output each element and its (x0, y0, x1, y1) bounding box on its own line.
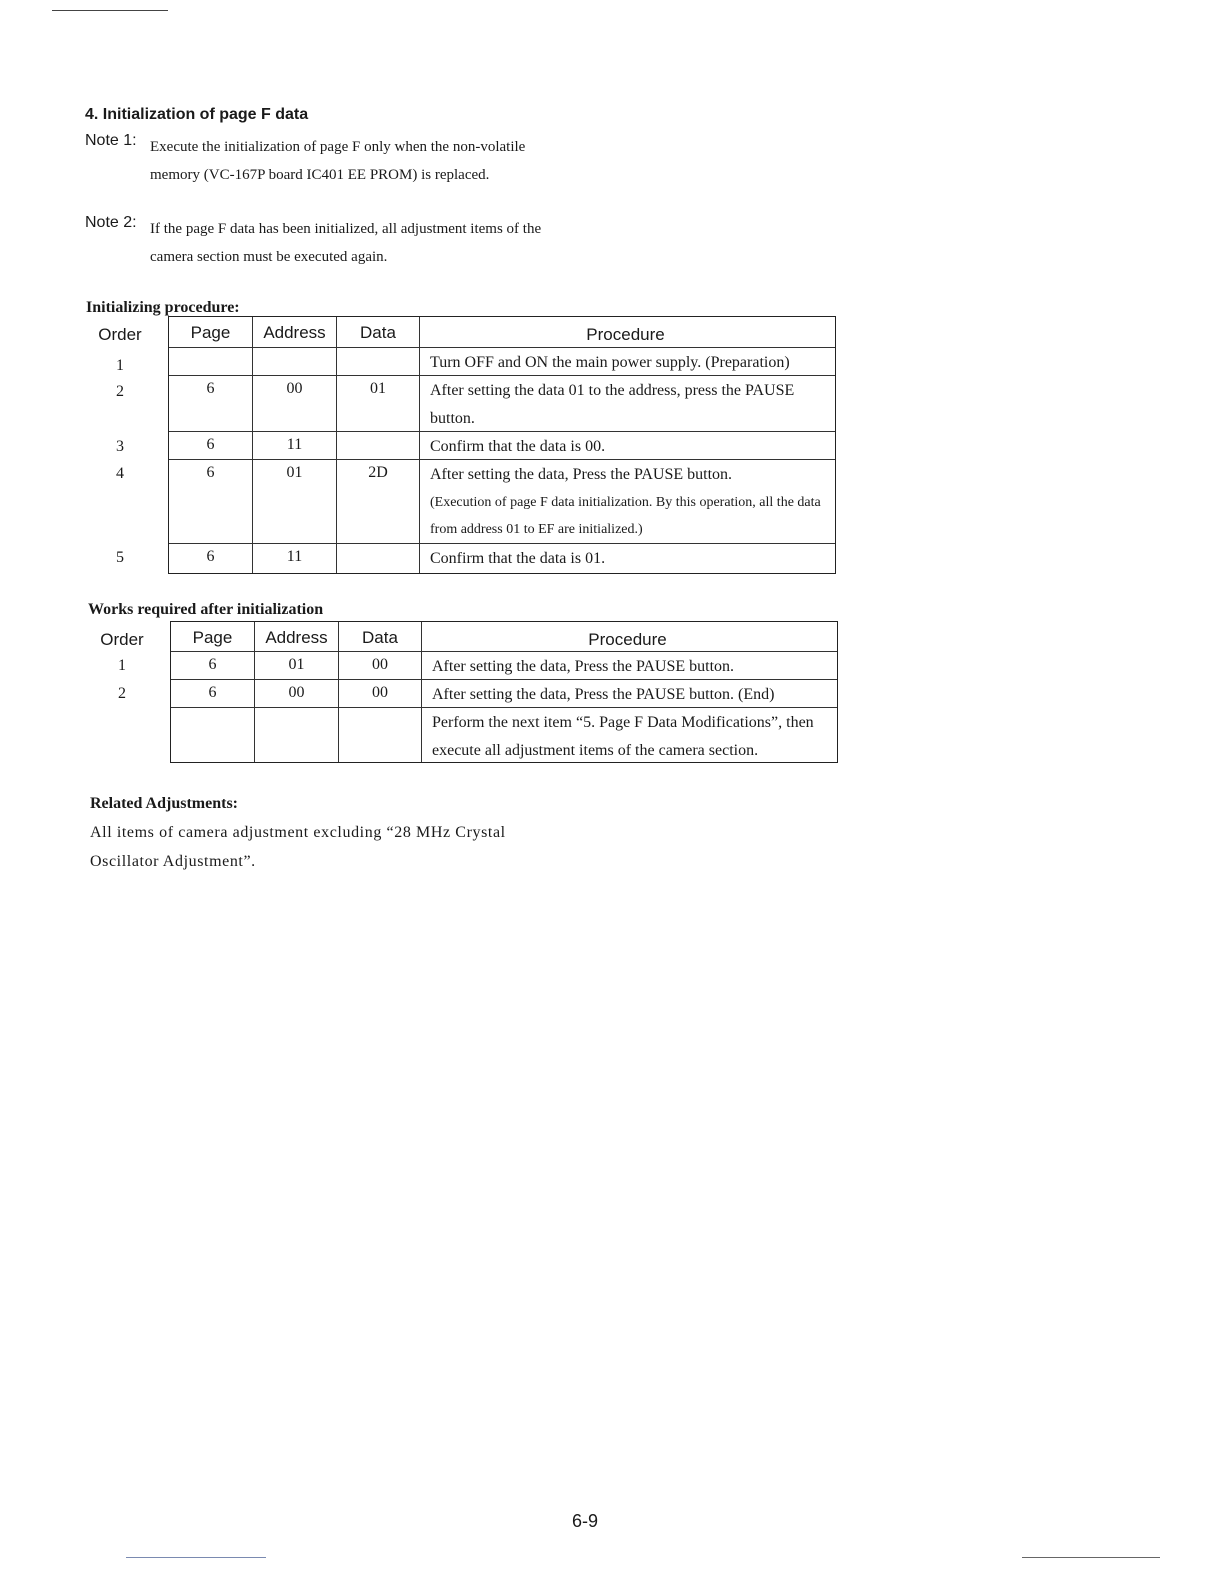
address-header: Address (252, 317, 336, 347)
related-text: All items of camera adjustment excluding “28 MHz Crystal Oscillator Adjustment”. (90, 824, 506, 870)
procedure-note: (Execution of page F data initialization. By this operation, all the data from address 01 to EF are initialized.) (430, 494, 821, 537)
note-1-text: Execute the initialization of page F only when the non-volatile memory (VC-167P board IC401 EE PROM) is replaced. (150, 139, 526, 183)
procedure-cell: Confirm that the data is 00. (419, 432, 835, 459)
procedure-cell: After setting the data, Press the PAUSE button. (421, 652, 837, 679)
footer-rule-left (126, 1557, 266, 1558)
address-cell: 11 (252, 544, 336, 573)
address-cell: 00 (254, 680, 338, 707)
order-cell: 1 (116, 357, 124, 374)
procedure-text: After setting the data, Press the PAUSE button. (430, 466, 733, 483)
page-cell: 6 (206, 380, 215, 397)
table-row (171, 679, 837, 707)
page-cell (169, 348, 252, 375)
section-title: 4. Initialization of page F data (85, 106, 309, 123)
address-cell (252, 348, 336, 375)
data-cell: 2D (336, 460, 419, 543)
order-header: Order (100, 630, 144, 649)
data-cell: 00 (338, 652, 421, 679)
table-row (169, 375, 835, 431)
order-cell: 2 (118, 685, 126, 702)
page-cell: 6 (206, 548, 215, 565)
footer-rule-right (1022, 1557, 1160, 1558)
order-cell: 5 (116, 549, 124, 566)
procedure-cell: After setting the data, Press the PAUSE button. (End) (421, 680, 837, 707)
order-header: Order (98, 325, 142, 344)
order-cell: 2 (116, 383, 124, 400)
address-cell: 01 (252, 460, 336, 543)
procedure-cell: Perform the next item “5. Page F Data Modifications”, then execute all adjustment items of the camera section. (421, 708, 837, 762)
page-cell: 6 (208, 684, 217, 701)
order-cell: 1 (118, 657, 126, 674)
address-header: Address (254, 622, 338, 651)
page-header: Page (192, 628, 233, 647)
page-header: Page (190, 323, 231, 342)
procedure-cell: Confirm that the data is 01. (419, 544, 835, 573)
related-title: Related Adjustments: (90, 795, 238, 812)
procedure-cell: Turn OFF and ON the main power supply. (Preparation) (419, 348, 835, 375)
header-rule (52, 10, 168, 11)
address-cell: 00 (252, 376, 336, 431)
procedure-cell (419, 460, 835, 543)
table-row (169, 347, 835, 375)
order-cell: 4 (116, 465, 124, 482)
table-row (169, 543, 835, 573)
page-cell (171, 708, 254, 762)
address-cell (254, 708, 338, 762)
order-cell: 3 (116, 438, 124, 455)
after-init-title: Works required after initialization (88, 601, 324, 618)
data-cell: 00 (338, 680, 421, 707)
data-header: Data (338, 622, 421, 651)
procedure-header: Procedure (421, 622, 837, 651)
page-number: 6-9 (572, 1511, 599, 1531)
table-row (169, 431, 835, 459)
page-cell: 6 (206, 436, 215, 453)
after-init-grid (170, 621, 838, 763)
initializing-grid (168, 316, 836, 574)
note-2-label: Note 2: (85, 214, 137, 231)
address-cell: 11 (252, 432, 336, 459)
table-row (171, 707, 837, 762)
table-row (171, 651, 837, 679)
data-cell (336, 432, 419, 459)
data-cell: 01 (336, 376, 419, 431)
page-cell: 6 (208, 656, 217, 673)
procedure-cell: After setting the data 01 to the address, press the PAUSE button. (419, 376, 835, 431)
data-header: Data (336, 317, 419, 347)
procedure-header: Procedure (419, 317, 835, 347)
page-cell: 6 (206, 464, 215, 481)
address-cell: 01 (254, 652, 338, 679)
initializing-title: Initializing procedure: (86, 299, 240, 316)
note-2-text: If the page F data has been initialized, all adjustment items of the camera section must be executed again. (150, 221, 542, 265)
data-cell (336, 348, 419, 375)
note-1-label: Note 1: (85, 132, 137, 149)
table-header-row (171, 622, 837, 651)
table-row (169, 459, 835, 543)
data-cell (336, 544, 419, 573)
data-cell (338, 708, 421, 762)
table-header-row (169, 317, 835, 347)
